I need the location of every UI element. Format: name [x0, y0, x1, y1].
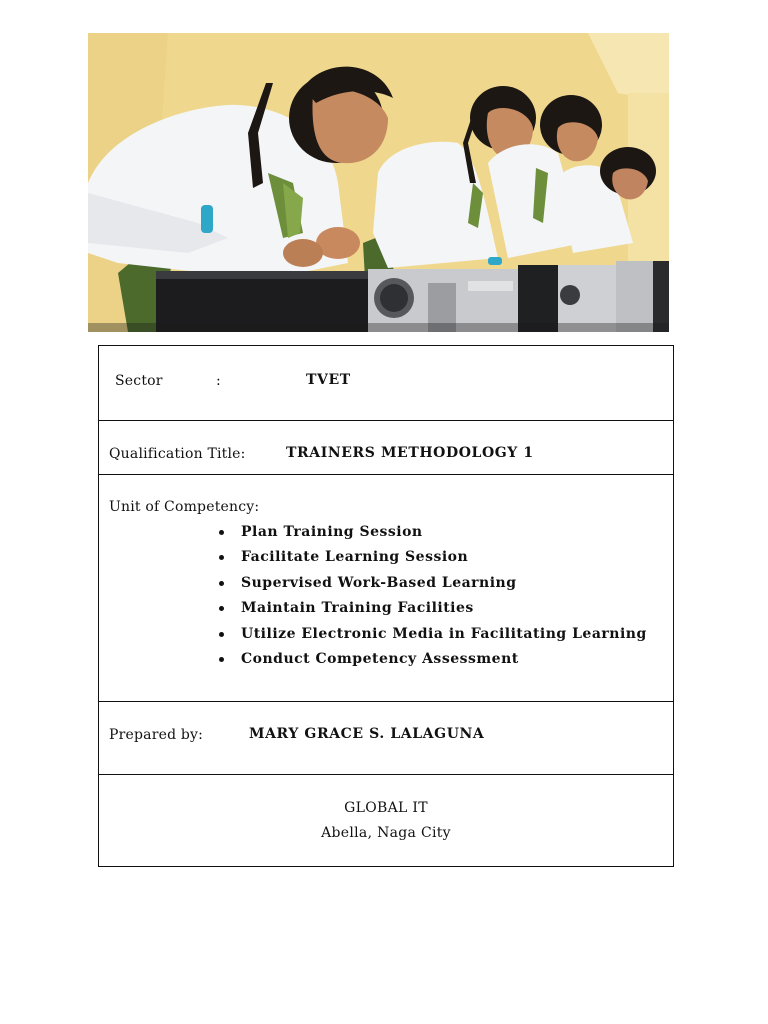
qualification-value: TRAINERS METHODOLOGY 1: [286, 445, 534, 461]
cover-photo: [88, 33, 669, 332]
competency-item: Conduct Competency Assessment: [217, 650, 647, 675]
institution-row: [99, 775, 673, 867]
prepared-by-value: MARY GRACE S. LALAGUNA: [249, 726, 485, 742]
institution-address: Abella, Naga City: [321, 825, 451, 841]
institution-name: GLOBAL IT: [344, 800, 428, 816]
qualification-label: Qualification Title:: [109, 446, 246, 462]
course-info-table: [98, 345, 674, 867]
sector-row: [99, 346, 673, 421]
students-assembling-computers-image: [88, 33, 669, 332]
competency-label: Unit of Competency:: [109, 499, 260, 515]
competency-row: [99, 475, 673, 702]
sector-separator: :: [216, 373, 221, 389]
competency-item: Maintain Training Facilities: [217, 599, 647, 624]
sector-label: Sector: [115, 373, 163, 389]
competency-item: Utilize Electronic Media in Facilitating Learning: [217, 625, 647, 650]
prepared-by-label: Prepared by:: [109, 727, 204, 743]
qualification-row: [99, 421, 673, 475]
prepared-by-row: [99, 702, 673, 775]
sector-value: TVET: [306, 372, 351, 388]
competency-item: Plan Training Session: [217, 523, 647, 548]
competency-item: Facilitate Learning Session: [217, 548, 647, 573]
competency-list: [217, 523, 647, 675]
competency-item: Supervised Work-Based Learning: [217, 574, 647, 599]
